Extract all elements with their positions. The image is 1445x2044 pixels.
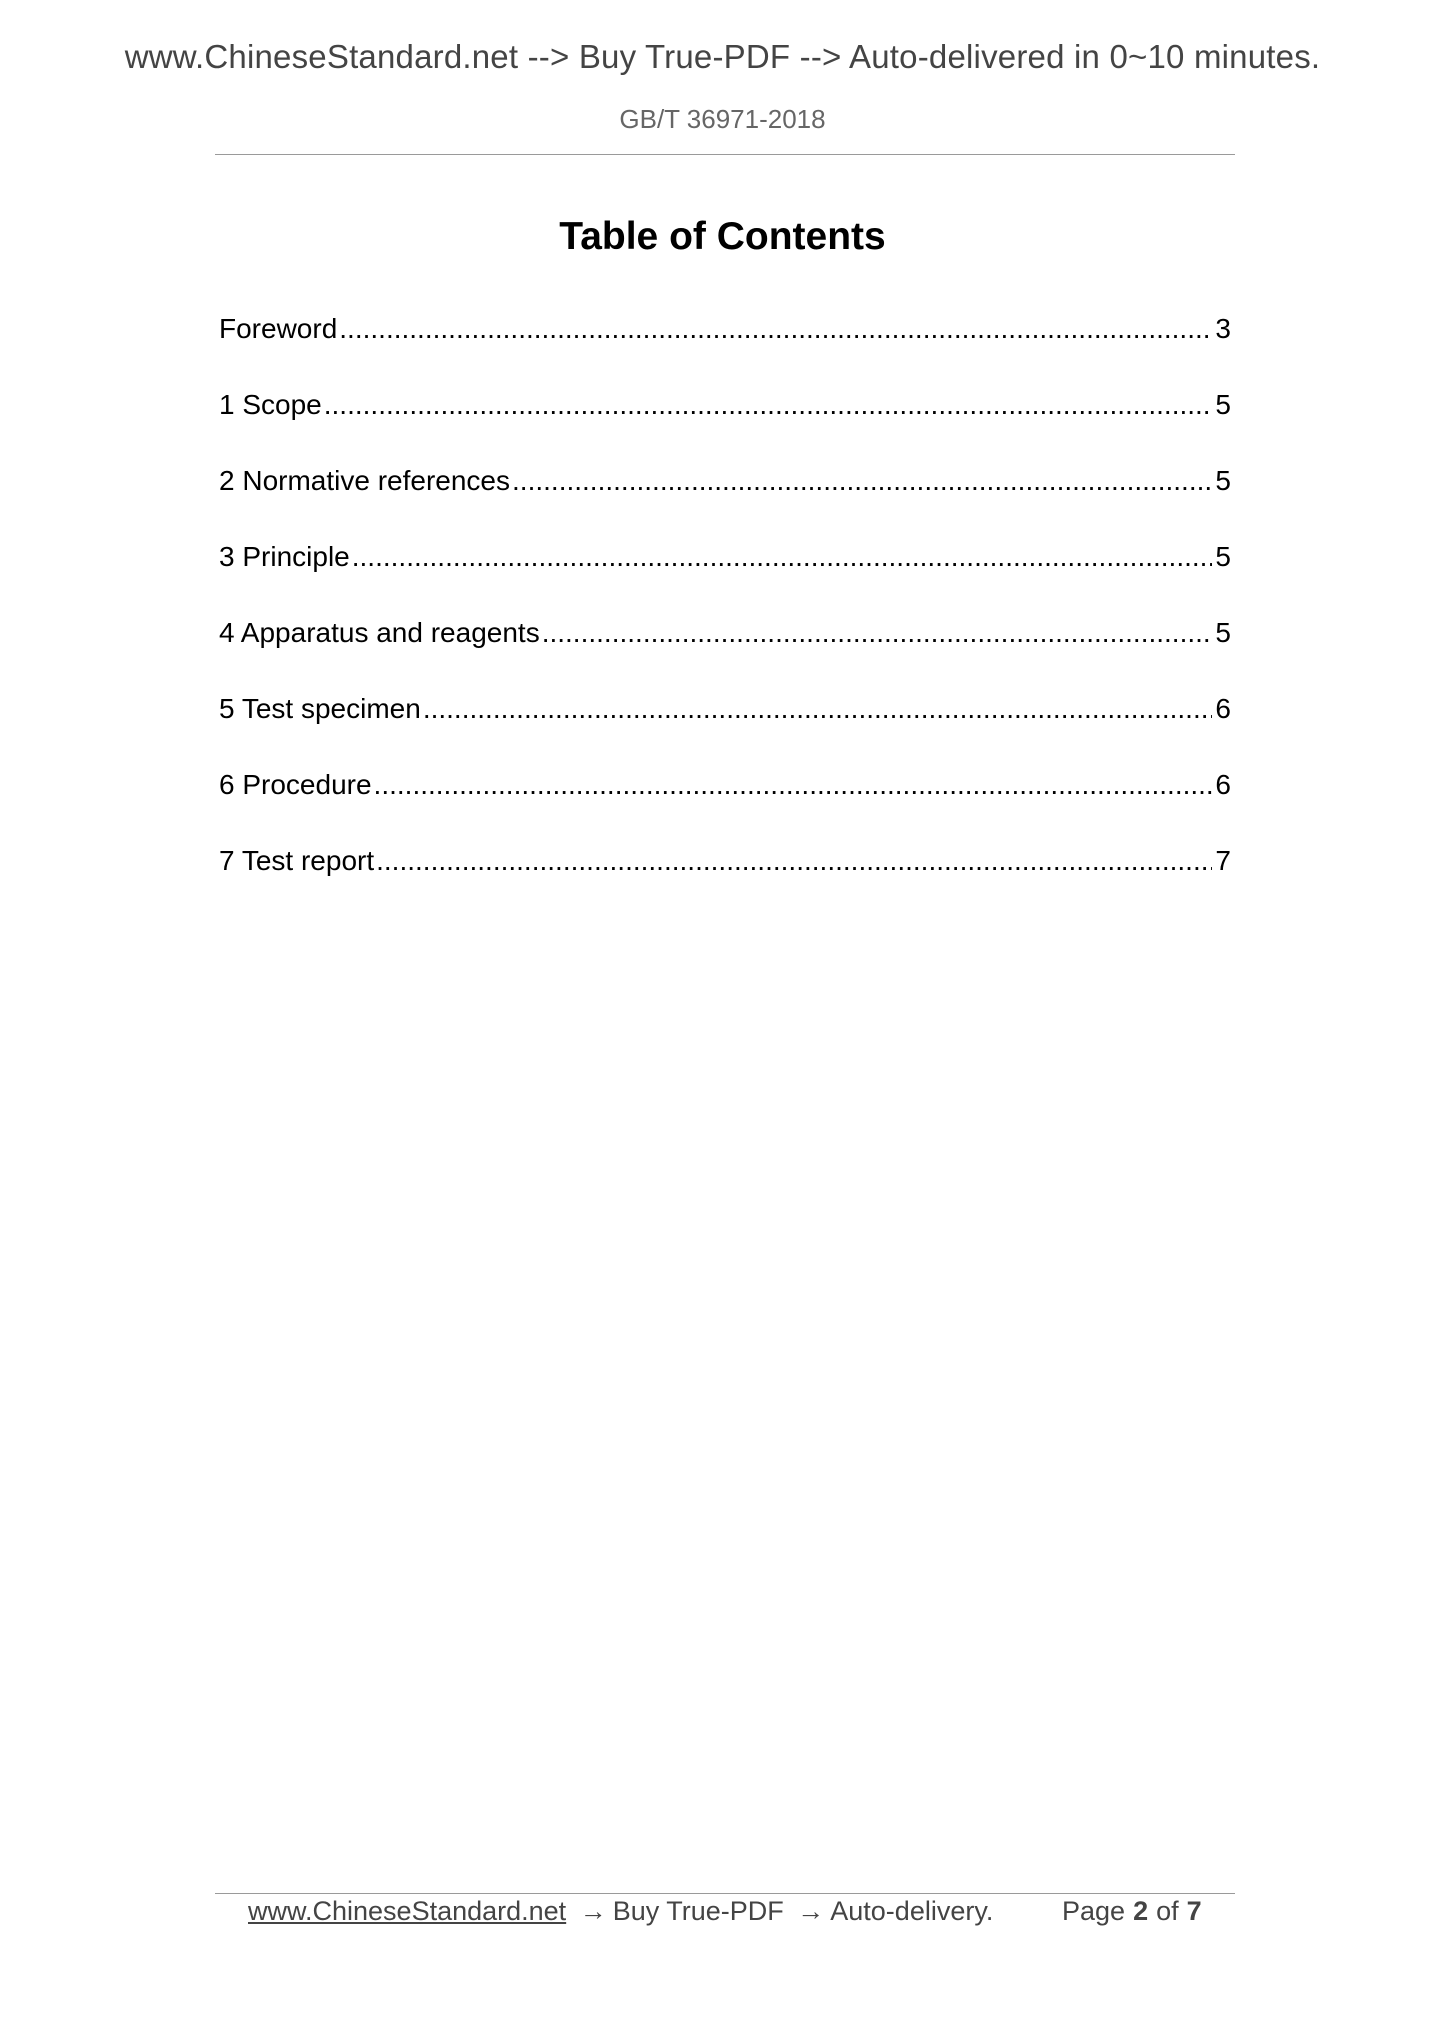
toc-title: Table of Contents	[559, 215, 886, 258]
toc-entry-page: 5	[1215, 617, 1231, 648]
toc-entry-apparatus-and-reagents[interactable]	[219, 617, 1231, 693]
toc-entry-label: 1 Scope	[219, 389, 322, 420]
footer-site-link[interactable]: www.ChineseStandard.net	[248, 1896, 567, 1926]
toc-entry-scope[interactable]	[219, 389, 1231, 465]
toc-entry-page: 5	[1215, 389, 1231, 420]
toc-dot-leader	[339, 313, 1212, 345]
header-divider	[215, 154, 1235, 155]
footer-of-word: of	[1156, 1896, 1179, 1926]
arrow-right-icon: →	[579, 1896, 607, 1926]
footer-page-number	[1062, 1896, 1210, 1927]
toc-entry-page: 6	[1215, 769, 1231, 800]
toc-dot-leader	[542, 617, 1213, 649]
toc-list	[219, 313, 1231, 921]
toc-entry-label: 6 Procedure	[219, 769, 372, 800]
page-footer	[248, 1896, 1228, 1927]
top-banner: www.ChineseStandard.net --> Buy True-PDF --> Auto-delivered in 0~10 minutes.	[124, 38, 1321, 75]
toc-entry-label: Foreword	[219, 313, 338, 344]
toc-entry-page: 6	[1215, 693, 1231, 724]
toc-entry-label: 7 Test report	[219, 845, 375, 876]
toc-entry-page: 5	[1215, 465, 1231, 496]
footer-page-word: Page	[1062, 1896, 1126, 1926]
footer-current-page: 2	[1133, 1896, 1149, 1926]
footer-delivery-text: Auto-delivery.	[830, 1896, 994, 1926]
toc-entry-normative-references[interactable]	[219, 465, 1231, 541]
toc-entry-label: 2 Normative references	[219, 465, 511, 496]
toc-entry-label: 3 Principle	[219, 541, 350, 572]
document-code: GB/T 36971-2018	[619, 104, 826, 134]
toc-entry-page: 5	[1215, 541, 1231, 572]
toc-entry-label: 5 Test specimen	[219, 693, 421, 724]
toc-entry-foreword[interactable]	[219, 313, 1231, 389]
toc-dot-leader	[352, 541, 1213, 573]
footer-buy-text: Buy True-PDF	[612, 1896, 784, 1926]
toc-entry-page: 3	[1215, 313, 1231, 344]
toc-entry-test-specimen[interactable]	[219, 693, 1231, 769]
toc-entry-label: 4 Apparatus and reagents	[219, 617, 540, 648]
toc-entry-test-report[interactable]	[219, 845, 1231, 921]
footer-total-pages: 7	[1186, 1896, 1202, 1926]
toc-dot-leader	[376, 845, 1212, 877]
toc-dot-leader	[324, 389, 1213, 421]
toc-dot-leader	[374, 769, 1213, 801]
toc-entry-procedure[interactable]	[219, 769, 1231, 845]
toc-dot-leader	[512, 465, 1212, 497]
toc-entry-page: 7	[1215, 845, 1231, 876]
toc-entry-principle[interactable]	[219, 541, 1231, 617]
arrow-right-icon: →	[797, 1896, 825, 1926]
toc-dot-leader	[423, 693, 1213, 725]
footer-divider	[215, 1893, 1235, 1894]
